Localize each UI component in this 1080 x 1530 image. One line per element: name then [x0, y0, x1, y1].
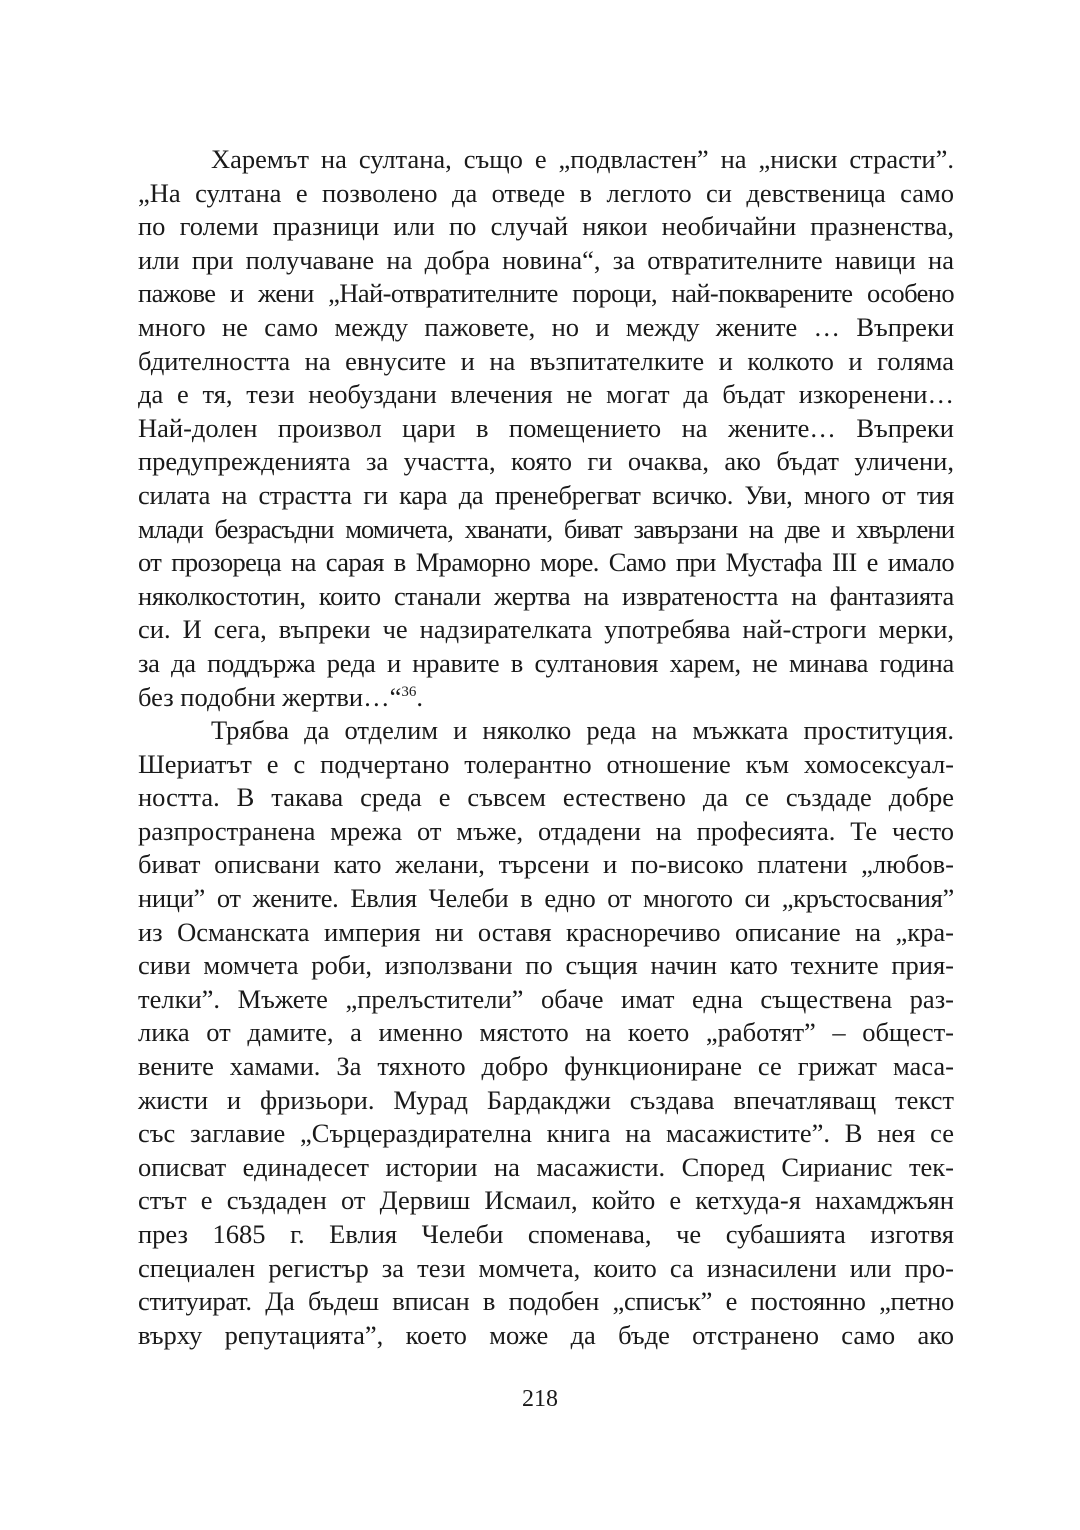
text-line: специален регистър за тези момчета, които са изнасилени или про-	[138, 1252, 954, 1283]
text-line: Трябва да отделим и няколко реда на мъжката проституция.	[211, 715, 954, 746]
text-line: върху репутацията”, което може да бъде отстранено само ако	[138, 1319, 954, 1350]
footnote-reference: 36	[401, 683, 417, 700]
text-line: бдителността на евнусите и на възпитателките и колкото и голяма	[138, 345, 954, 376]
text-line: от прозореца на сарая в Мраморно море. Само при Мустафа III е имало	[138, 547, 954, 578]
text-line: описват единадесет истории на масажисти. Според Сирианис тек-	[138, 1151, 954, 1182]
text-line: си. И сега, въпреки че надзирателката употребява най-строги мерки,	[138, 614, 954, 645]
text-line: телки”. Мъжете „прелъстители” обаче имат една съществена раз-	[138, 983, 954, 1014]
text-line-last: без подобни жертви…“$^{36}$.	[138, 681, 423, 712]
text-line: пажове и жени „Най-отвратителните пороци, най-покварените особено	[138, 278, 954, 309]
text-line: за да поддържа реда и нравите в султановия харем, не минава година	[138, 647, 954, 678]
text-line: ници” от жените. Евлия Челеби в едно от многото си „кръстосвания”	[138, 883, 954, 914]
body-text	[138, 143, 954, 1352]
text-line: разпространена мрежа от мъже, отдадени на професията. Те често	[138, 815, 954, 846]
paragraph-harem	[138, 143, 954, 714]
text-line: със заглавие „Сърцераздирателна книга на масажистите”. В нея се	[138, 1118, 954, 1149]
text-line: много не само между пажовете, но и между жените … Въпреки	[138, 311, 954, 342]
text-line: стът е създаден от Дервиш Исмаил, който е кетхуда-я нахамджъян	[138, 1185, 954, 1216]
text-line: биват описвани като желани, търсени и по-високо платени „любов-	[138, 849, 954, 880]
text-line: вените хамами. За тяхното добро функциониране се грижат маса-	[138, 1051, 954, 1082]
text-line: из Османската империя ни оставя красноречиво описание на „кра-	[138, 916, 954, 947]
paragraph-male-prostitution	[138, 714, 954, 1352]
text-line: Харемът на султана, също е „подвластен” на „ниски страсти”.	[211, 144, 954, 174]
text-line: млади безрасъдни момичета, хванати, биват завързани на две и хвърлени	[138, 513, 954, 544]
text-line: „На султана е позволено да отведе в леглото си девственица само	[138, 177, 954, 208]
text-line: жисти и фризьори. Мурад Бардакджи създава впечатляващ текст	[138, 1084, 954, 1115]
text-line: предупрежденията за участта, която ги очаква, ако бъдат уличени,	[138, 446, 954, 477]
text-line: лика от дамите, а именно мястото на което „работят” – общест-	[138, 1017, 954, 1048]
text-line: сиви момчета роби, използвани по същия начин като техните прия-	[138, 950, 954, 981]
page-number: 218	[522, 1386, 558, 1412]
text-line: през 1685 г. Евлия Челеби споменава, че субашията изготвя	[138, 1219, 954, 1249]
text-line: да е тя, тези необуздани влечения не могат да бъдат изкоренени…	[138, 379, 954, 410]
text-line: по големи празници или по случай някои необичайни празненства,	[138, 211, 954, 242]
text-line-content: без подобни жертви…“	[138, 681, 402, 712]
text-line: ността. В такава среда е съвсем естествено да се създаде добре	[138, 782, 954, 813]
text-line: няколкостотин, които станали жертва на извратеността на фантазията	[138, 580, 954, 611]
text-line: Най-долен произвол цари в помещението на жените… Въпреки	[138, 412, 954, 443]
text-line: ституират. Да бъдеш вписан в подобен „списък” е постоянно „петно	[138, 1286, 954, 1317]
text-line: силата на страстта ги кара да пренебрегват всичко. Уви, много от тия	[138, 479, 954, 510]
text-line: или при получаване на добра новина“, за отвратителните навици на	[138, 244, 954, 275]
text-line: Шериатът е с подчертано толерантно отношение към хомосексуал-	[138, 748, 954, 779]
